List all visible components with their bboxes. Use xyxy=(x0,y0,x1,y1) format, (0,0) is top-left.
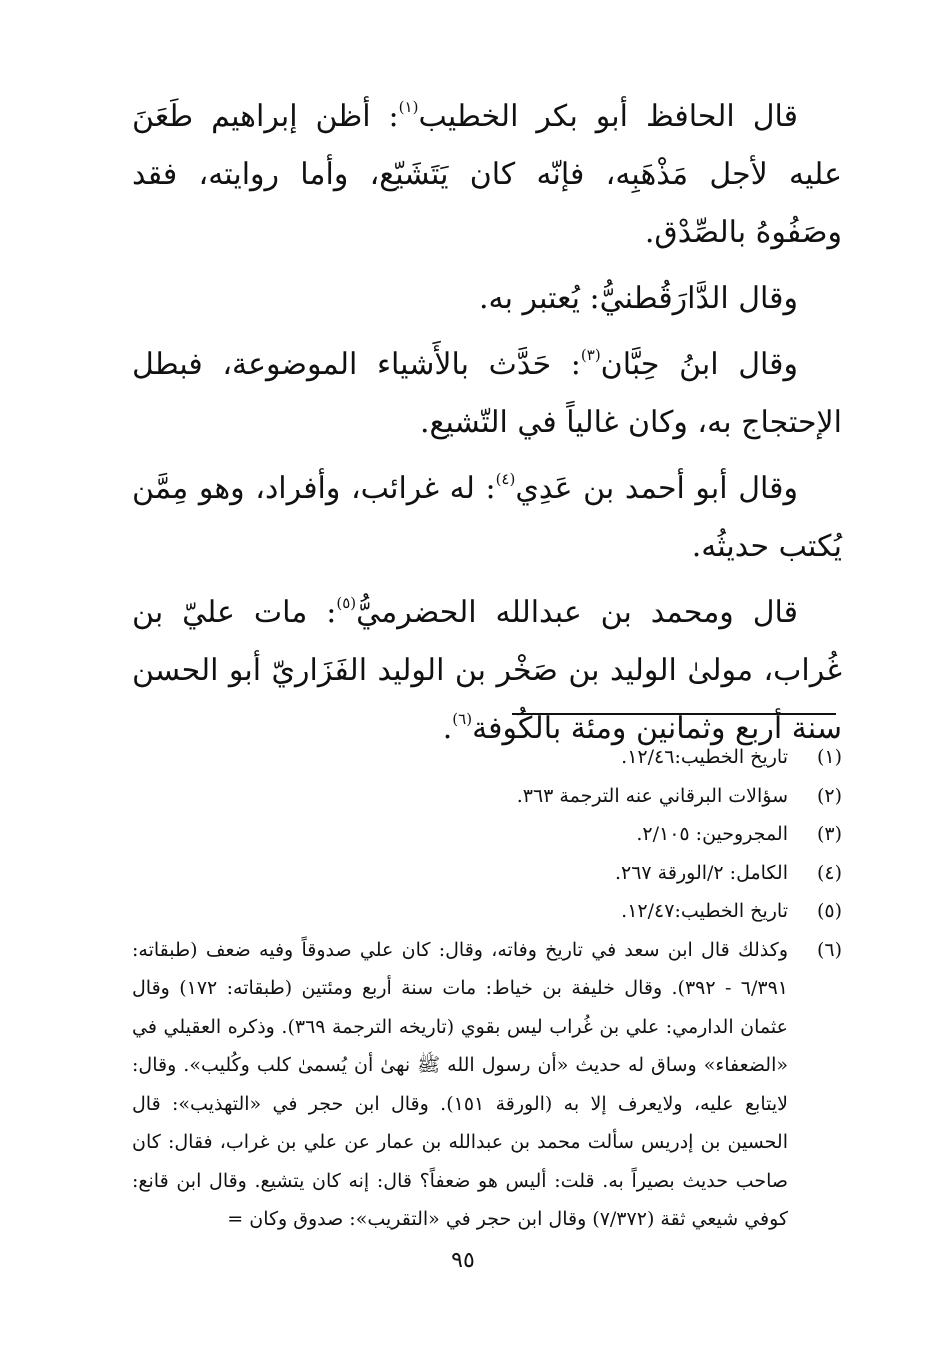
paragraph-hadrami: قال ومحمد بن عبدالله الحضرميُّ$^{(٥)}$: مات عليّ بن غُراب، مولىٰ الوليد بن صَخْر بن الوليد الفَزَاريّ أبو الحسن سنة أربع وثمانين ومئة بالكُوفة$^{(٦)}$. xyxy=(132,594,842,746)
footnote-text: المجروحين: ٢/١٠٥. xyxy=(636,823,788,845)
footnote-item xyxy=(132,854,842,893)
footnote-item xyxy=(132,815,842,854)
footnotes xyxy=(132,738,842,1239)
page-number: ٩٥ xyxy=(451,1248,475,1273)
footnote-number: (٦) xyxy=(816,938,842,961)
footnote-number: (٣) xyxy=(816,823,842,845)
footnote-divider xyxy=(512,713,836,715)
footnote-number: (٥) xyxy=(816,900,842,922)
footnote-text: سؤالات البرقاني عنه الترجمة ٣٦٣. xyxy=(516,784,788,807)
footnote-text: تاريخ الخطيب:١٢/٤٦. xyxy=(621,746,788,768)
footnote-ref-4: (٤) xyxy=(495,470,516,488)
footnote-item xyxy=(132,892,842,931)
footnote-number: (١) xyxy=(816,746,842,768)
paragraph-al-khatib: قال الحافظ أبو بكر الخطيب$^{(١)}$: أظن إبراهيم طَعَنَ عليه لأجل مَذْهَبِه، فإنّه كان يَتَشَيّع، وأما روايته، فقد وصَفُوهُ بالصِّدْق. xyxy=(132,98,842,250)
footnote-text: الكامل: ٢/الورقة ٢٦٧. xyxy=(614,861,788,884)
footnote-text: وكذلك قال ابن سعد في تاريخ وفاته، وقال: كان علي صدوقاً وفيه ضعف (طبقاته: ٦/٣٩١ - ٣٩٢). وقال خليفة بن خياط: مات سنة أربع ومئتين (طبقاته: ١٧٢) وقال عثمان الدارمي: علي بن غُراب ليس بقوي (تاريخه الترجمة ٣٦٩). وذكره العقيلي في «الضعفاء» وساق له حديث «أن رسول الله ﷺ نهىٰ أن يُسمىٰ كلب وكُليب». وقال: لايتابع عليه، ولايعرف إلا به (الورقة ١٥١). وقال ابن حجر في «التهذيب»: قال الحسين بن إدريس سألت محمد بن عبدالله بن عمار عن علي بن غراب، فقال: كان صاحب حديث بصيراً به. قلت: أليس هو ضعفاً؟ قال: إنه كان يتشيع. وقال ابن قانع: كوفي شيعي ثقة (٧/٣٧٢) وقال ابن حجر في «التقريب»: صدوق وكان = xyxy=(132,938,789,1230)
footnote-number: (٢) xyxy=(816,784,842,807)
footnote-item xyxy=(132,738,842,777)
footnote-ref-3: (٣) xyxy=(580,346,601,364)
paragraph-daraqutni: وقال الدَّارَقُطنيُّ: يُعتبر به. xyxy=(479,281,798,316)
footnote-number: (٤) xyxy=(816,861,842,884)
footnote-item xyxy=(132,777,842,816)
footnote-item xyxy=(132,931,842,1239)
footnote-ref-5: (٥) xyxy=(336,594,357,612)
paragraph-ibn-hibban: وقال ابنُ حِبَّان$^{(٣)}$: حَدَّث بالأَشياء الموضوعة، فبطل الإحتجاج به، وكان غالياً في التّشيع. xyxy=(132,346,842,440)
main-text xyxy=(132,88,842,766)
footnote-ref-6: (٦) xyxy=(452,710,473,728)
footnote-text: تاريخ الخطيب:١٢/٤٧. xyxy=(621,900,788,922)
paragraph-ibn-adi: وقال أبو أحمد بن عَدِي$^{(٤)}$: له غرائب، وأفراد، وهو مِمَّن يُكتب حديثُه. xyxy=(132,470,842,564)
footnote-ref-1: (١) xyxy=(398,98,419,116)
